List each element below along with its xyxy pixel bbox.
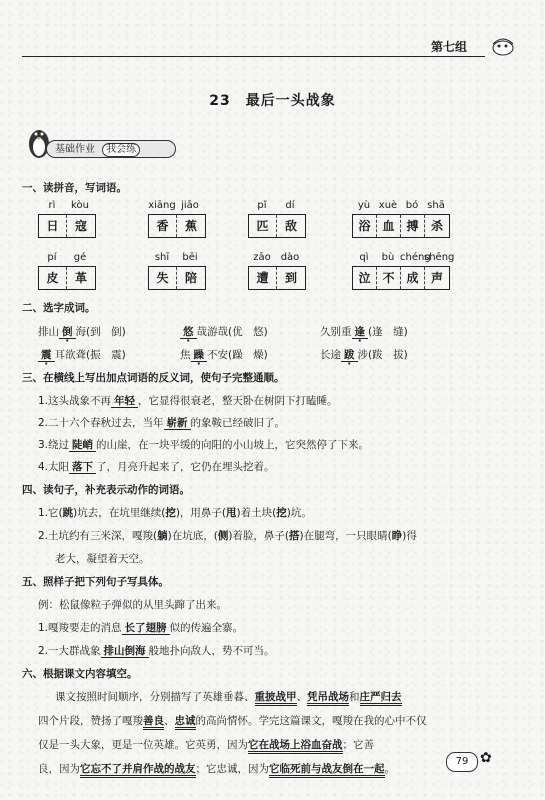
- answer: 它忘不了并肩作战的战友: [80, 763, 196, 778]
- char-cell: 匹: [249, 215, 277, 237]
- answer: 忠诚: [175, 715, 196, 730]
- answer: 跋: [341, 349, 358, 362]
- banner-pill: 我会练: [102, 143, 140, 157]
- s6-line2: 四个片段，赞扬了嘎羧善良、忠诚的高尚情怀。学完这篇课文，嘎羧在我的心中不仅: [38, 713, 427, 728]
- char-cell: 日: [39, 215, 67, 237]
- s2-line1a: 排山 倒 海(到 倒): [38, 326, 126, 338]
- pinyin-text: [38, 200, 96, 211]
- answer: 庄严归去: [360, 691, 402, 706]
- s2-heading: 二、选字成词。: [22, 302, 96, 314]
- answer: 侧: [217, 530, 229, 542]
- answer: 甩: [226, 507, 237, 519]
- char-cell: 皮: [39, 267, 67, 289]
- answer: 凭吊战场: [307, 691, 349, 706]
- char-cell: 到: [284, 271, 297, 285]
- answer: 躺: [157, 530, 168, 542]
- pinyin-item: [248, 200, 306, 238]
- char-cell: 声: [430, 271, 443, 285]
- answer: 长了翅膀: [122, 622, 170, 635]
- char-cell: 敌: [284, 219, 297, 233]
- s1-heading: 一、读拼音，写词语。: [22, 182, 127, 194]
- pinyin-syllable: yù: [357, 200, 371, 211]
- s2-line2c: 长途 跋 涉(跋 拔): [320, 349, 408, 361]
- answer: 震: [38, 349, 55, 362]
- answer: 重披战甲: [255, 691, 297, 706]
- char-grid: [248, 214, 306, 238]
- decorative-icon: ✿: [480, 750, 492, 766]
- s5-line2: 2.一大群战象 排山倒海 般地扑向敌人，势不可当。: [38, 645, 275, 657]
- s6-line4: 良，因为它忘不了并肩作战的战友；它忠诚，因为它临死前与战友倒在一起。: [38, 761, 395, 776]
- char-grid: [148, 266, 206, 290]
- answer: 搭: [289, 530, 300, 542]
- answer: 它在战场上浴血奋战: [248, 739, 343, 754]
- pinyin-text: [248, 200, 306, 211]
- pinyin-item: [352, 200, 450, 238]
- s3-heading: 三、在横线上写出加点词语的反义词，使句子完整通顺。: [22, 372, 285, 384]
- char-cell: 不: [377, 267, 401, 289]
- answer: 排山倒海: [101, 645, 149, 658]
- char-grid: [352, 214, 450, 238]
- answer: 它临死前与战友倒在一起: [269, 763, 385, 778]
- pinyin-text: [352, 200, 450, 211]
- pinyin-syllable: dí: [285, 200, 295, 211]
- group-label: 第七组: [430, 40, 467, 54]
- pinyin-item: [38, 252, 96, 290]
- pinyin-item: [352, 252, 455, 290]
- pinyin-text: [352, 252, 455, 263]
- pinyin-syllable: chéng: [400, 252, 431, 263]
- pinyin-syllable: rì: [48, 200, 56, 211]
- pinyin-text: [148, 200, 206, 211]
- pinyin-syllable: jiāo: [181, 200, 199, 211]
- s2-line2a: 震 耳欲聋(振 震): [38, 347, 126, 362]
- answer: 年轻: [111, 395, 138, 408]
- lesson-title: 23 最后一头战象: [209, 93, 336, 109]
- s5-line1: 1.嘎羧要走的消息 长了翅膀 似的传遍全寨。: [38, 622, 244, 634]
- pinyin-syllable: bēi: [182, 252, 198, 263]
- s4-line2: 2.土坑约有三米深，嘎羧(躺)在坑底，(侧)着脸，鼻子(搭)在腿弯，一只眼睛(睁)得: [38, 530, 417, 542]
- pinyin-syllable: pǐ: [257, 200, 267, 211]
- section-banner: [46, 140, 176, 158]
- answer: 陡峭: [69, 439, 96, 452]
- char-cell: 成: [401, 267, 425, 289]
- pinyin-syllable: dào: [280, 252, 300, 263]
- pinyin-syllable: kòu: [71, 200, 89, 211]
- s3-line3: 3.绕过 陡峭 的山崖，在一块平缓的向阳的小山坡上，它突然停了下来。: [38, 439, 370, 451]
- char-cell: 泣: [353, 267, 377, 289]
- s4-line3: 老大，凝望着天空。: [55, 553, 150, 565]
- answer: 躁: [191, 349, 208, 362]
- char-cell: 失: [149, 267, 177, 289]
- answer: 跳: [62, 507, 74, 519]
- answer: 善良: [143, 715, 164, 730]
- pinyin-item: [248, 252, 306, 290]
- s6-line1: 课文按照时间顺序，分别描写了英雄垂暮、重披战甲、凭吊战场和庄严归去: [55, 689, 402, 704]
- char-cell: 蕉: [184, 219, 197, 233]
- char-grid: [148, 214, 206, 238]
- s2-line1c: 久别重 逢 (逢 缝): [320, 326, 408, 338]
- char-cell: 血: [377, 215, 401, 237]
- answer: 落下: [69, 461, 96, 474]
- pinyin-syllable: pí: [47, 252, 57, 263]
- pinyin-text: [38, 252, 96, 263]
- pinyin-syllable: xiāng: [148, 200, 176, 211]
- answer: 挖: [276, 507, 287, 519]
- char-cell: 搏: [401, 215, 425, 237]
- pinyin-syllable: shī: [154, 252, 170, 263]
- char-cell: 革: [74, 271, 87, 285]
- pinyin-syllable: shēng: [424, 252, 455, 263]
- s6-heading: 六、根据课文内容填空。: [22, 668, 138, 680]
- s6-line3: 仅是一头大象，更是一位英雄。它英勇，因为它在战场上浴血奋战；它善: [38, 737, 374, 752]
- char-cell: 香: [149, 215, 177, 237]
- answer: 崭新: [164, 417, 191, 430]
- char-cell: 陪: [184, 271, 197, 285]
- pinyin-syllable: gé: [73, 252, 87, 263]
- pinyin-text: [148, 252, 206, 263]
- answer: 悠: [180, 326, 197, 339]
- char-grid: [352, 266, 450, 290]
- pinyin-item: [148, 200, 206, 238]
- char-cell: 遭: [249, 267, 277, 289]
- s3-line2: 2.二十六个春秋过去，当年 崭新 的象鞍已经破旧了。: [38, 417, 286, 429]
- pinyin-item: [148, 252, 206, 290]
- answer: 挖: [165, 507, 176, 519]
- mascot-icon: [491, 36, 515, 56]
- pinyin-syllable: xuè: [378, 200, 398, 211]
- s3-line1: 1.这头战象不再 年轻 ，它显得很衰老，整天卧在树阴下打瞌睡。: [38, 395, 338, 407]
- pinyin-syllable: bù: [381, 252, 395, 263]
- s3-line4: 4.太阳 落下 了，月亮升起来了，它仍在埋头挖着。: [38, 461, 275, 473]
- char-cell: 杀: [430, 219, 443, 233]
- s5-heading: 五、照样子把下列句子写具体。: [22, 576, 169, 588]
- pinyin-syllable: bó: [405, 200, 419, 211]
- pinyin-text: [248, 252, 306, 263]
- pinyin-syllable: shā: [427, 200, 445, 211]
- char-grid: [38, 266, 96, 290]
- banner-label: 基础作业: [55, 144, 95, 155]
- page-number: 79: [446, 752, 478, 772]
- answer: 逢: [352, 326, 369, 339]
- s5-example: 例：松鼠像粒子弹似的从里头蹿了出来。: [38, 599, 227, 611]
- char-grid: [38, 214, 96, 238]
- s2-line1b: 悠 哉游哉(优 悠): [180, 324, 268, 339]
- pinyin-syllable: zāo: [253, 252, 271, 263]
- answer: 倒: [59, 326, 76, 339]
- s4-line1: 1.它(跳)坑去，在坑里继续(挖)，用鼻子(甩)着土块(挖)坑。: [38, 507, 312, 519]
- char-cell: 寇: [74, 219, 87, 233]
- char-grid: [248, 266, 306, 290]
- s4-heading: 四、读句子，补充表示动作的词语。: [22, 484, 190, 496]
- char-cell: 浴: [353, 215, 377, 237]
- s2-line2b: 焦 躁 不安(躁 燥): [180, 349, 268, 361]
- header-rule: [22, 56, 485, 57]
- pinyin-syllable: qì: [359, 252, 369, 263]
- answer: 睁: [391, 530, 403, 542]
- pinyin-item: [38, 200, 96, 238]
